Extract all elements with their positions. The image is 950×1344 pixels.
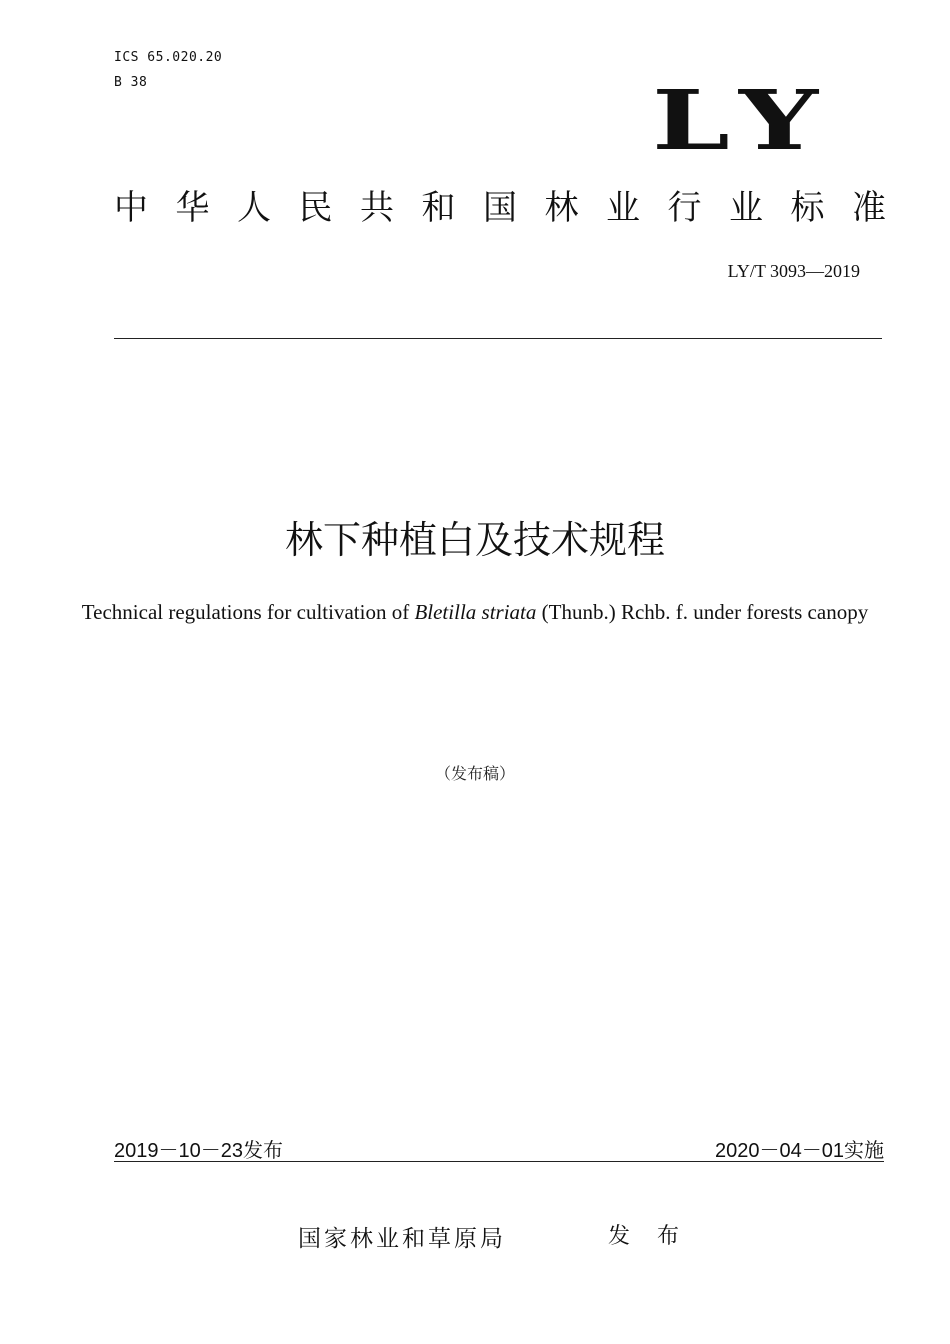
issue-word: 发 布 bbox=[608, 1224, 689, 1249]
ccs-code: B 38 bbox=[114, 75, 148, 90]
standard-type-char: 中 bbox=[114, 188, 148, 228]
standard-number: LY/T 3093—2019 bbox=[727, 261, 860, 281]
standard-type-char: 业 bbox=[729, 188, 763, 228]
draft-status: （发布稿） bbox=[434, 764, 515, 783]
bottom-divider bbox=[114, 1161, 884, 1162]
publish-date-line bbox=[114, 1137, 283, 1164]
implement-date-line bbox=[715, 1137, 884, 1164]
implement-label: 实施 bbox=[844, 1138, 884, 1162]
standard-type-char: 国 bbox=[483, 188, 517, 228]
ly-logo: LY bbox=[652, 73, 835, 169]
standard-type-char: 和 bbox=[421, 188, 456, 228]
title-chinese: 林下种植白及技术规程 bbox=[284, 518, 665, 562]
top-divider bbox=[114, 338, 882, 339]
standard-type-char: 准 bbox=[852, 188, 886, 228]
standard-type-char: 共 bbox=[360, 188, 394, 228]
standard-type-char: 业 bbox=[606, 188, 640, 228]
title-english-part: (Thunb.) Rchb. f. under forests canopy bbox=[536, 600, 869, 624]
issuing-authority: 国家林业和草原局 bbox=[298, 1226, 506, 1252]
standard-type-char: 人 bbox=[237, 188, 271, 228]
title-english-species: Bletilla striata bbox=[414, 600, 537, 624]
publish-label: 发布 bbox=[242, 1138, 283, 1162]
title-english bbox=[80, 596, 870, 628]
standard-type-char: 行 bbox=[667, 188, 702, 228]
implement-date: 2020－04－01 bbox=[715, 1140, 844, 1162]
publish-date: 2019－10－23 bbox=[114, 1140, 243, 1162]
standard-type-char: 民 bbox=[298, 188, 333, 228]
standard-type-char: 标 bbox=[790, 188, 825, 228]
title-english-part: Technical regulations for cultivation of bbox=[81, 600, 415, 624]
standard-type-heading bbox=[114, 186, 886, 230]
standard-type-char: 林 bbox=[544, 188, 579, 228]
ics-code: ICS 65.020.20 bbox=[114, 50, 223, 65]
standard-type-char: 华 bbox=[175, 188, 210, 228]
